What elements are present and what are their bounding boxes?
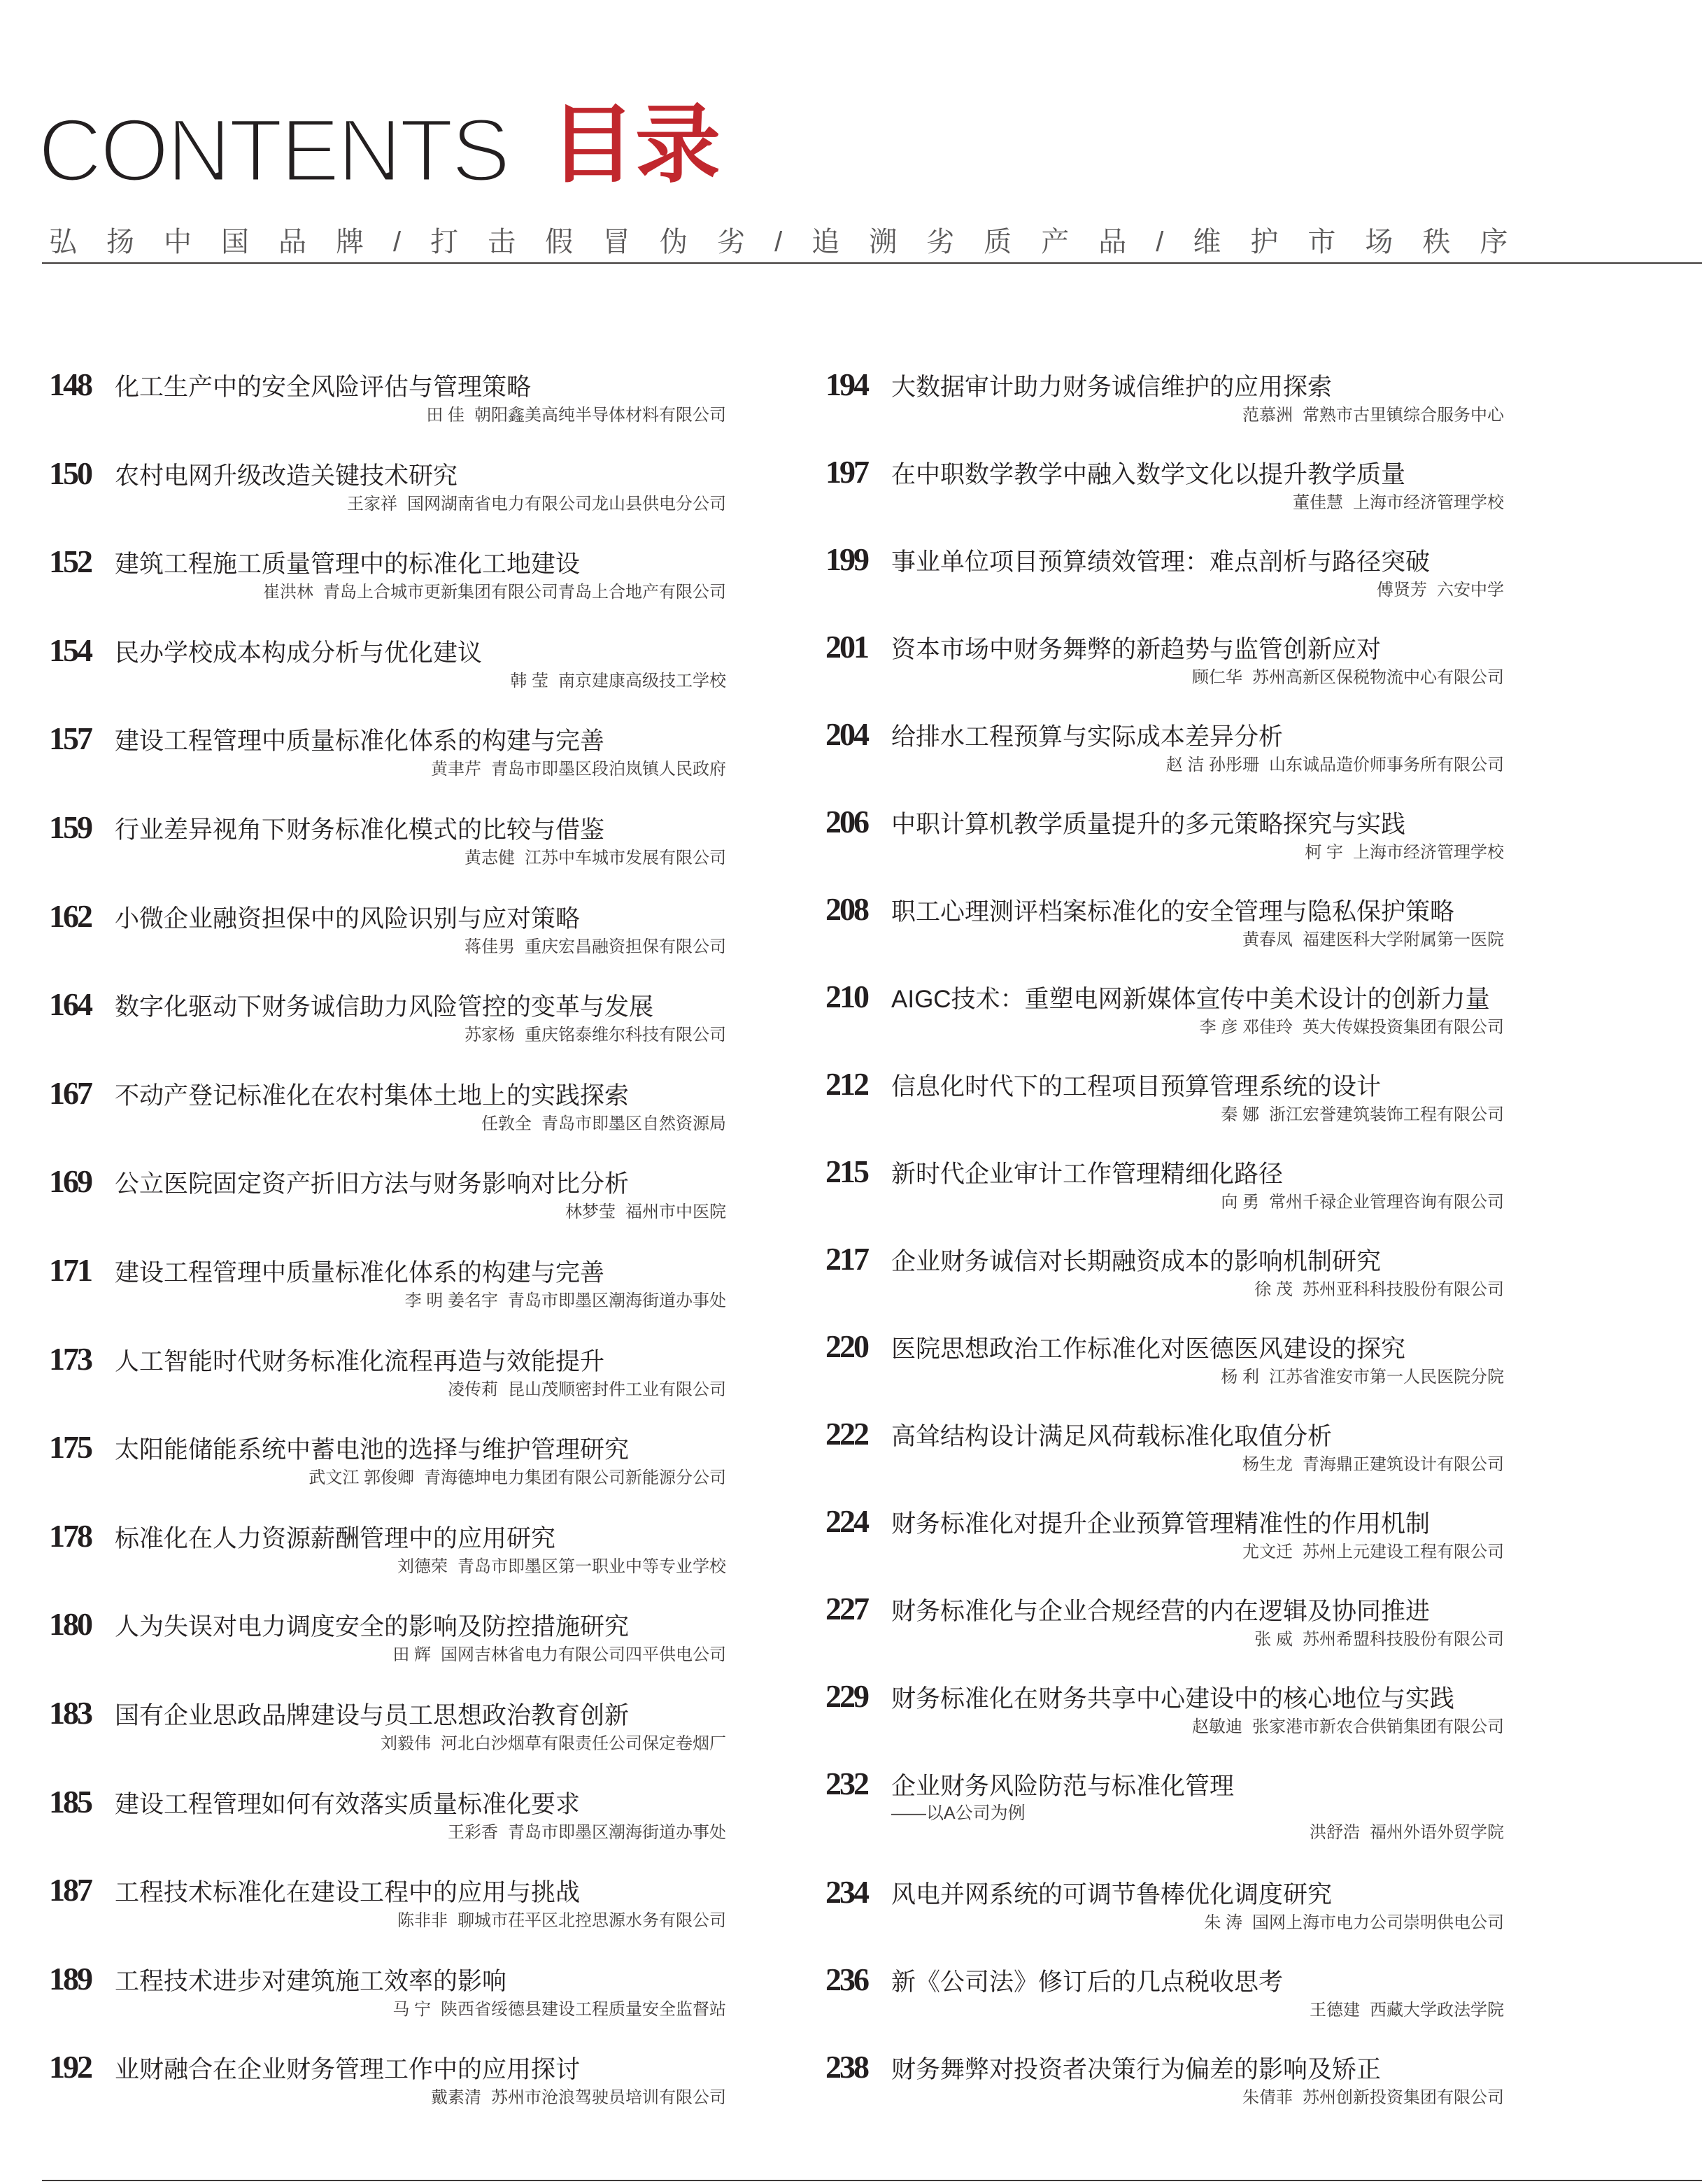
affiliation: 国网吉林省电力有限公司四平供电公司 xyxy=(441,1645,726,1665)
article-title: 人为失误对电力调度安全的影响及防控措施研究 xyxy=(115,1613,630,1641)
byline xyxy=(825,1824,1504,1842)
author-name: 林梦莹 xyxy=(565,1203,616,1222)
entry-heading-row xyxy=(49,1785,726,1819)
toc-entry xyxy=(825,630,1504,718)
page-number: 152 xyxy=(49,544,91,580)
byline xyxy=(49,1824,726,1842)
entry-heading-row xyxy=(49,1431,726,1464)
article-title: 财务标准化在财务共享中心建设中的核心地位与实践 xyxy=(891,1685,1455,1713)
toc-entry xyxy=(825,1505,1504,1592)
contents-heading: CONTENTS xyxy=(38,101,508,201)
affiliation: 陕西省绥德县建设工程质量安全监督站 xyxy=(441,1999,726,2019)
article-title: 中职计算机教学质量提升的多元策略探究与实践 xyxy=(891,811,1406,838)
author-name: 戴素清 xyxy=(431,2088,481,2108)
article-title: 信息化时代下的工程项目预算管理系统的设计 xyxy=(891,1073,1382,1100)
toc-entry xyxy=(825,368,1504,455)
author-name: 刘德荣 xyxy=(397,1557,448,1576)
page-number: 183 xyxy=(49,1694,91,1731)
toc-entry xyxy=(49,368,726,457)
article-title: 职工心理测评档案标准化的安全管理与隐私保护策略 xyxy=(891,898,1455,926)
toc-entry xyxy=(825,718,1504,805)
affiliation: 南京建康高级技工学校 xyxy=(558,671,726,690)
author-name: 向 勇 xyxy=(1221,1193,1259,1212)
affiliation: 常熟市古里镇综合服务中心 xyxy=(1303,406,1504,425)
affiliation: 国网上海市电力公司崇明供电公司 xyxy=(1252,1913,1504,1932)
affiliation: 英大传媒投资集团有限公司 xyxy=(1303,1018,1504,1037)
article-title: 小微企业融资担保中的风险识别与应对策略 xyxy=(115,905,581,933)
entry-heading-row xyxy=(49,634,726,667)
entry-heading-row xyxy=(49,457,726,490)
affiliation: 苏州上元建设工程有限公司 xyxy=(1303,1543,1504,1561)
byline xyxy=(49,1912,726,1930)
entry-heading-row xyxy=(825,1505,1504,1538)
toc-entry xyxy=(825,1417,1504,1505)
entry-heading-row xyxy=(49,1077,726,1110)
entry-heading-row xyxy=(49,900,726,933)
toc-entry xyxy=(825,1242,1504,1330)
byline xyxy=(825,1456,1504,1474)
entry-heading-row xyxy=(825,1330,1504,1363)
affiliation: 青岛市即墨区自然资源局 xyxy=(541,1114,726,1133)
author-name: 傅贤芳 xyxy=(1377,581,1427,600)
article-title: 标准化在人力资源薪酬管理中的应用研究 xyxy=(115,1524,556,1552)
article-title: AIGC技术：重塑电网新媒体宣传中美术设计的创新力量 xyxy=(891,986,1490,1013)
toc-entry xyxy=(825,893,1504,980)
byline xyxy=(825,2089,1504,2107)
author-name: 苏家杨 xyxy=(464,1026,515,1045)
page-number: 227 xyxy=(825,1591,867,1626)
entry-heading-row xyxy=(825,1242,1504,1276)
toc-entry xyxy=(49,1165,726,1254)
entry-heading-row xyxy=(825,1767,1504,1801)
page-number: 159 xyxy=(49,809,91,845)
byline xyxy=(49,1469,726,1487)
author-name: 顾仁华 xyxy=(1192,668,1242,687)
toc-entry xyxy=(825,1155,1504,1242)
page-number: 224 xyxy=(825,1503,867,1539)
author-name: 马 宁 xyxy=(392,1999,431,2019)
page-number: 169 xyxy=(49,1163,91,1200)
byline xyxy=(825,1631,1504,1649)
author-name: 韩 莹 xyxy=(510,671,548,690)
page-number: 217 xyxy=(825,1241,867,1277)
page-number: 167 xyxy=(49,1075,91,1111)
affiliation: 苏州希盟科技股份有限公司 xyxy=(1303,1630,1504,1649)
entry-heading-row xyxy=(825,1592,1504,1626)
entry-heading-row xyxy=(49,1696,726,1730)
author-name: 杨 利 xyxy=(1221,1368,1259,1387)
article-title: 事业单位项目预算绩效管理：难点剖析与路径突破 xyxy=(891,548,1431,576)
article-title: 建设工程管理中质量标准化体系的构建与完善 xyxy=(115,1258,605,1286)
entry-heading-row xyxy=(49,2050,726,2084)
affiliation: 河北白沙烟草有限责任公司保定卷烟厂 xyxy=(441,1733,726,1753)
byline xyxy=(49,1558,726,1576)
page-number: 187 xyxy=(49,1872,91,1908)
article-title: 风电并网系统的可调节鲁棒优化调度研究 xyxy=(891,1881,1333,1908)
toc-entry xyxy=(49,1608,726,1696)
byline xyxy=(825,844,1504,862)
article-title: 大数据审计助力财务诚信维护的应用探索 xyxy=(891,374,1333,401)
entry-heading-row xyxy=(49,1251,726,1288)
page-number: 222 xyxy=(825,1416,867,1452)
page-number: 162 xyxy=(49,898,91,934)
page-number: 212 xyxy=(825,1066,867,1102)
affiliation: 青岛市即墨区潮海街道办事处 xyxy=(508,1822,726,1842)
article-title: 给排水工程预算与实际成本差异分析 xyxy=(891,723,1284,751)
toc-entry xyxy=(825,1963,1504,2050)
affiliation: 浙江宏誉建筑装饰工程有限公司 xyxy=(1269,1105,1504,1124)
author-name: 田 佳 xyxy=(426,406,464,425)
toc-entry xyxy=(825,805,1504,893)
article-title: 企业财务诚信对长期融资成本的影响机制研究 xyxy=(891,1248,1382,1275)
article-title: 建筑工程施工质量管理中的标准化工地建设 xyxy=(115,551,581,579)
article-title: 企业财务风险防范与标准化管理 xyxy=(891,1773,1235,1800)
author-name: 朱倩菲 xyxy=(1242,2088,1293,2107)
article-title: 行业差异视角下财务标准化模式的比较与借鉴 xyxy=(115,816,605,844)
entry-heading-row xyxy=(825,630,1504,664)
page-number: 178 xyxy=(49,1517,91,1554)
article-subtitle: ——以A公司为例 xyxy=(891,1803,1026,1823)
entry-heading-row xyxy=(825,893,1504,926)
page-number: 148 xyxy=(49,367,91,402)
article-title: 建设工程管理如何有效落实质量标准化要求 xyxy=(115,1790,581,1818)
affiliation: 国网湖南省电力有限公司龙山县供电分公司 xyxy=(407,494,726,513)
entry-heading-row xyxy=(825,2050,1504,2084)
affiliation: 重庆宏昌融资担保有限公司 xyxy=(525,937,726,956)
toc-column-right xyxy=(825,368,1504,2138)
entry-heading-row xyxy=(49,988,726,1021)
page-number: 171 xyxy=(49,1251,91,1288)
affiliation: 张家港市新农合供销集团有限公司 xyxy=(1252,1717,1504,1736)
byline xyxy=(825,494,1504,512)
byline xyxy=(49,1203,726,1221)
header-rule xyxy=(42,262,1702,264)
affiliation: 苏州高新区保税物流中心有限公司 xyxy=(1252,668,1504,687)
page-number: 194 xyxy=(825,367,867,402)
toc-entry xyxy=(49,634,726,723)
author-name: 王德建 xyxy=(1310,2001,1360,2020)
toc-entry xyxy=(825,1330,1504,1417)
page-number: 154 xyxy=(49,632,91,668)
toc-entry xyxy=(825,1592,1504,1680)
affiliation: 苏州市沧浪驾驶员培训有限公司 xyxy=(491,2088,726,2108)
page-number: 150 xyxy=(49,455,91,491)
contents-heading-cn: 目录 xyxy=(550,97,721,192)
article-title: 在中职数学教学中融入数学文化以提升教学质量 xyxy=(891,461,1406,488)
affiliation: 六安中学 xyxy=(1437,581,1504,600)
author-name: 蒋佳男 xyxy=(464,937,515,956)
article-title: 工程技术进步对建筑施工效率的影响 xyxy=(115,1967,507,1995)
entry-heading-row xyxy=(825,1680,1504,1713)
author-name: 田 辉 xyxy=(392,1645,431,1665)
author-name: 黄志健 xyxy=(464,848,515,867)
author-name: 秦 娜 xyxy=(1221,1105,1259,1124)
article-title: 财务舞弊对投资者决策行为偏差的影响及矫正 xyxy=(891,2056,1382,2083)
article-title: 数字化驱动下财务诚信助力风险管控的变革与发展 xyxy=(115,993,654,1021)
toc-entry xyxy=(825,1680,1504,1767)
article-title: 新时代企业审计工作管理精细化路径 xyxy=(891,1161,1284,1188)
toc-entry xyxy=(49,457,726,546)
toc-entry xyxy=(49,545,726,634)
author-name: 黄聿芹 xyxy=(431,760,481,779)
page-number: 220 xyxy=(825,1328,867,1364)
toc-entry xyxy=(825,2050,1504,2138)
page-number: 215 xyxy=(825,1154,867,1189)
entry-heading-row xyxy=(49,1873,726,1907)
toc-entry xyxy=(825,980,1504,1068)
entry-heading-row xyxy=(49,811,726,844)
toc-entry xyxy=(825,455,1504,543)
affiliation: 常州千禄企业管理咨询有限公司 xyxy=(1269,1193,1504,1212)
byline xyxy=(49,2001,726,2019)
entry-heading-row xyxy=(49,1165,726,1198)
toc-entry xyxy=(49,811,726,900)
page-number: 206 xyxy=(825,804,867,839)
toc-entry xyxy=(825,1767,1504,1875)
entry-heading-row xyxy=(49,722,726,756)
toc-entry xyxy=(49,900,726,988)
article-title: 新《公司法》修订后的几点税收思考 xyxy=(891,1969,1284,1996)
affiliation: 重庆铭泰维尔科技有限公司 xyxy=(525,1026,726,1045)
affiliation: 青海德坤电力集团有限公司新能源分公司 xyxy=(424,1468,726,1488)
author-name: 朱 涛 xyxy=(1204,1913,1242,1932)
author-name: 李 明 姜名宇 xyxy=(404,1291,498,1310)
byline xyxy=(825,1193,1504,1212)
byline xyxy=(49,2089,726,2107)
author-name: 范慕洲 xyxy=(1242,406,1293,425)
article-title: 工程技术标准化在建设工程中的应用与挑战 xyxy=(115,1879,581,1907)
toc-entry xyxy=(825,543,1504,630)
byline xyxy=(49,672,726,690)
entry-heading-row xyxy=(49,1608,726,1641)
byline xyxy=(825,1718,1504,1736)
page-number: 185 xyxy=(49,1783,91,1820)
author-name: 黄春凤 xyxy=(1242,930,1293,949)
article-title: 太阳能储能系统中蓄电池的选择与维护管理研究 xyxy=(115,1436,630,1464)
page-number: 229 xyxy=(825,1678,867,1714)
byline xyxy=(825,1543,1504,1561)
toc-column-left xyxy=(49,368,726,2139)
toc-entry xyxy=(49,1251,726,1342)
byline xyxy=(49,938,726,956)
author-name: 赵 洁 孙彤珊 xyxy=(1165,756,1259,774)
article-title: 财务标准化对提升企业预算管理精准性的作用机制 xyxy=(891,1510,1431,1538)
page-number: 189 xyxy=(49,1960,91,1997)
page-number: 192 xyxy=(49,2049,91,2085)
affiliation: 青岛市即墨区潮海街道办事处 xyxy=(508,1291,726,1310)
article-title: 人工智能时代财务标准化流程再造与效能提升 xyxy=(115,1347,605,1375)
article-title: 农村电网升级改造关键技术研究 xyxy=(115,462,458,490)
author-name: 王彩香 xyxy=(448,1822,498,1842)
affiliation: 青岛上合城市更新集团有限公司青岛上合地产有限公司 xyxy=(323,583,726,602)
article-title: 民办学校成本构成分析与优化建议 xyxy=(115,639,483,667)
author-name: 武文江 郭俊卿 xyxy=(309,1468,414,1488)
affiliation: 苏州亚科科技股份有限公司 xyxy=(1303,1280,1504,1299)
affiliation: 江苏省淮安市第一人民医院分院 xyxy=(1269,1368,1504,1387)
author-name: 刘毅伟 xyxy=(381,1733,431,1753)
entry-heading-row xyxy=(49,1519,726,1553)
affiliation: 朝阳鑫美高纯半导体材料有限公司 xyxy=(474,406,726,425)
author-name: 崔洪林 xyxy=(263,583,313,602)
entry-heading-row xyxy=(825,455,1504,489)
entry-heading-row xyxy=(49,1342,726,1376)
affiliation: 青海鼎正建筑设计有限公司 xyxy=(1303,1455,1504,1474)
toc-entry xyxy=(49,988,726,1077)
page-number: 201 xyxy=(825,629,867,665)
entry-heading-row xyxy=(49,545,726,579)
author-name: 徐 茂 xyxy=(1254,1280,1293,1299)
page-number: 234 xyxy=(825,1874,867,1910)
byline xyxy=(825,406,1504,425)
byline xyxy=(49,849,726,867)
byline xyxy=(825,669,1504,687)
affiliation: 苏州创新投资集团有限公司 xyxy=(1303,2088,1504,2107)
entry-heading-row xyxy=(825,368,1504,402)
byline xyxy=(49,406,726,425)
article-title: 资本市场中财务舞弊的新趋势与监管创新应对 xyxy=(891,636,1382,663)
page-number: 164 xyxy=(49,986,91,1023)
toc-entry xyxy=(825,1068,1504,1155)
entry-heading-row xyxy=(825,1068,1504,1101)
article-title: 化工生产中的安全风险评估与管理策略 xyxy=(115,374,532,401)
byline xyxy=(825,931,1504,949)
affiliation: 聊城市茌平区北控思源水务有限公司 xyxy=(458,1911,726,1931)
affiliation: 上海市经济管理学校 xyxy=(1353,493,1504,512)
author-name: 柯 宇 xyxy=(1305,843,1343,862)
page-number: 210 xyxy=(825,979,867,1014)
author-name: 王家祥 xyxy=(347,494,397,513)
page-number: 157 xyxy=(49,721,91,757)
byline xyxy=(825,1281,1504,1299)
byline xyxy=(825,1019,1504,1037)
tagline: 弘扬中国品牌/打击假冒伪劣/追溯劣质产品/维护市场秩序 xyxy=(49,227,1538,257)
author-name: 凌传莉 xyxy=(448,1380,498,1399)
byline xyxy=(49,583,726,602)
article-title: 不动产登记标准化在农村集体土地上的实践探索 xyxy=(115,1082,630,1109)
author-name: 董佳慧 xyxy=(1293,493,1343,512)
page-number: 238 xyxy=(825,2049,867,2085)
entry-heading-row xyxy=(49,368,726,402)
affiliation: 青岛市即墨区第一职业中等专业学校 xyxy=(458,1557,726,1576)
affiliation: 福州外语外贸学院 xyxy=(1370,1823,1504,1842)
article-title: 国有企业思政品牌建设与员工思想政治教育创新 xyxy=(115,1701,630,1729)
byline xyxy=(49,495,726,513)
affiliation: 山东诚品造价师事务所有限公司 xyxy=(1269,756,1504,774)
byline xyxy=(49,1292,726,1310)
page-number: 232 xyxy=(825,1766,867,1801)
page-number: 199 xyxy=(825,541,867,577)
byline xyxy=(49,1735,726,1753)
page-number: 208 xyxy=(825,891,867,927)
entry-heading-row xyxy=(825,543,1504,576)
byline xyxy=(49,1381,726,1399)
page-number: 175 xyxy=(49,1429,91,1466)
article-title: 公立医院固定资产折旧方法与财务影响对比分析 xyxy=(115,1170,630,1198)
entry-heading-row xyxy=(825,980,1504,1014)
toc-entry xyxy=(49,1962,726,2051)
toc-entry xyxy=(49,1077,726,1165)
entry-heading-row xyxy=(825,1155,1504,1189)
affiliation: 西藏大学政法学院 xyxy=(1370,2001,1504,2020)
byline xyxy=(49,1115,726,1133)
toc-entry xyxy=(49,1519,726,1608)
entry-heading-row xyxy=(49,1962,726,1996)
affiliation: 昆山茂顺密封件工业有限公司 xyxy=(508,1380,726,1399)
byline xyxy=(825,1106,1504,1124)
byline xyxy=(825,1914,1504,1932)
byline xyxy=(49,760,726,779)
author-name: 赵敏迪 xyxy=(1192,1717,1242,1736)
author-name: 杨生龙 xyxy=(1242,1455,1293,1474)
toc-entry xyxy=(825,1875,1504,1963)
author-name: 洪舒浩 xyxy=(1310,1823,1360,1842)
entry-heading-row xyxy=(825,1875,1504,1909)
byline xyxy=(825,1368,1504,1387)
affiliation: 青岛市即墨区段泊岚镇人民政府 xyxy=(491,760,726,779)
author-name: 李 彦 邓佳玲 xyxy=(1199,1018,1293,1037)
author-name: 任敦全 xyxy=(481,1114,532,1133)
article-title: 建设工程管理中质量标准化体系的构建与完善 xyxy=(115,728,605,756)
toc-entry xyxy=(49,1696,726,1785)
byline xyxy=(825,756,1504,774)
toc-entry xyxy=(49,1785,726,1874)
article-title: 财务标准化与企业合规经营的内在逻辑及协同推进 xyxy=(891,1598,1431,1625)
author-name: 陈非非 xyxy=(397,1911,448,1931)
page-number: 204 xyxy=(825,716,867,752)
entry-heading-row xyxy=(825,805,1504,839)
footer-rule xyxy=(42,2180,1702,2181)
author-name: 尤文迁 xyxy=(1242,1543,1293,1561)
entry-heading-row xyxy=(825,1417,1504,1451)
article-title: 业财融合在企业财务管理工作中的应用探讨 xyxy=(115,2056,581,2084)
page-number: 180 xyxy=(49,1606,91,1643)
byline xyxy=(825,2001,1504,2020)
page-number: 173 xyxy=(49,1340,91,1377)
article-title: 高耸结构设计满足风荷载标准化取值分析 xyxy=(891,1423,1333,1450)
entry-heading-row xyxy=(825,1963,1504,1997)
byline xyxy=(825,581,1504,600)
toc-entry xyxy=(49,1873,726,1962)
affiliation: 江苏中车城市发展有限公司 xyxy=(525,848,726,867)
page-number: 197 xyxy=(825,454,867,490)
toc-entry xyxy=(49,2050,726,2139)
byline xyxy=(49,1646,726,1664)
affiliation: 福州市中医院 xyxy=(625,1203,726,1222)
affiliation: 福建医科大学附属第一医院 xyxy=(1303,930,1504,949)
affiliation: 上海市经济管理学校 xyxy=(1353,843,1504,862)
entry-heading-row xyxy=(825,718,1504,751)
page-number: 236 xyxy=(825,1962,867,1997)
toc-entry xyxy=(49,1431,726,1519)
byline xyxy=(49,1026,726,1044)
toc-entry xyxy=(49,1342,726,1431)
article-title: 医院思想政治工作标准化对医德医风建设的探究 xyxy=(891,1335,1406,1363)
author-name: 张 威 xyxy=(1254,1630,1293,1649)
toc-entry xyxy=(49,722,726,811)
